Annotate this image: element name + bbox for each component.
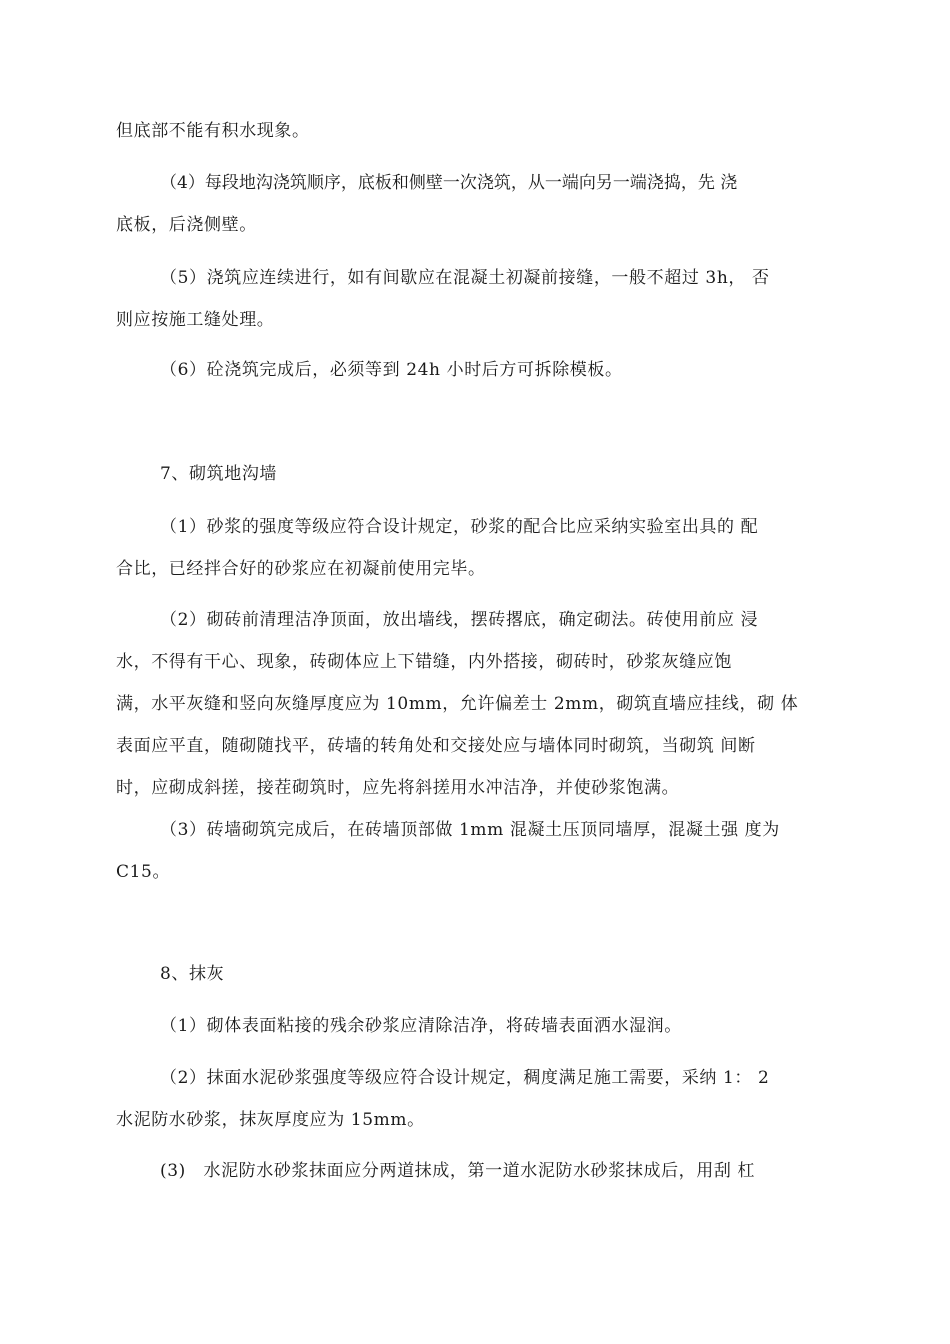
paragraph-line: 底板，后浇侧壁。 — [116, 215, 257, 235]
paragraph-line: （3）砖墙砌筑完成后，在砖墙顶部做 1mm 混凝土压顶同墙厚，混凝土强 度为 — [160, 820, 780, 840]
paragraph-line: C15。 — [116, 862, 171, 882]
paragraph-line: 时，应砌成斜搓，接茬砌筑时，应先将斜搓用水冲洁净，并使砂浆饱满。 — [116, 778, 680, 798]
paragraph-line: （2）砌砖前清理洁净顶面，放出墙线，摆砖撂底，确定砌法。砖使用前应 浸 — [160, 610, 759, 630]
paragraph-line: 但底部不能有积水现象。 — [116, 121, 310, 141]
paragraph-line: 水泥防水砂浆，抹灰厚度应为 15mm。 — [116, 1110, 425, 1130]
paragraph-line: (3) 水泥防水砂浆抹面应分两道抹成，第一道水泥防水砂浆抹成后，用刮 杠 — [160, 1161, 756, 1181]
paragraph-line: （5）浇筑应连续进行，如有间歇应在混凝土初凝前接缝，一般不超过 3h， 否 — [160, 268, 770, 288]
section-heading: 8、抹灰 — [160, 964, 225, 984]
paragraph-line: 满，水平灰缝和竖向灰缝厚度应为 10mm，允许偏差士 2mm，砌筑直墙应挂线，砌 体 — [116, 694, 799, 714]
paragraph-line: 则应按施工缝处理。 — [116, 310, 275, 330]
paragraph-line: （6）砼浇筑完成后，必须等到 24h 小时后方可拆除模板。 — [160, 360, 623, 380]
paragraph-line: 水，不得有干心、现象，砖砌体应上下错缝，内外搭接，砌砖时，砂浆灰缝应饱 — [116, 652, 732, 672]
paragraph-line: 合比，已经拌合好的砂浆应在初凝前使用完毕。 — [116, 559, 486, 579]
paragraph-line: 表面应平直，随砌随找平，砖墙的转角处和交接处应与墙体同时砌筑，当砌筑 间断 — [116, 736, 756, 756]
paragraph-line: （2）抹面水泥砂浆强度等级应符合设计规定，稠度满足施工需要，采纳 1： 2 — [160, 1068, 770, 1088]
paragraph-line — [160, 168, 832, 198]
paragraph-line: （1）砌体表面粘接的残余砂浆应清除洁净，将砖墙表面洒水湿润。 — [160, 1016, 682, 1036]
line-text: （4）每段地沟浇筑顺序，底板和侧壁一次浇筑，从一端向另一端浇捣，先 浇 — [160, 173, 738, 193]
section-heading: 7、砌筑地沟墙 — [160, 464, 278, 484]
paragraph-line: （1）砂浆的强度等级应符合设计规定，砂浆的配合比应采纳实验室出具的 配 — [160, 517, 759, 537]
